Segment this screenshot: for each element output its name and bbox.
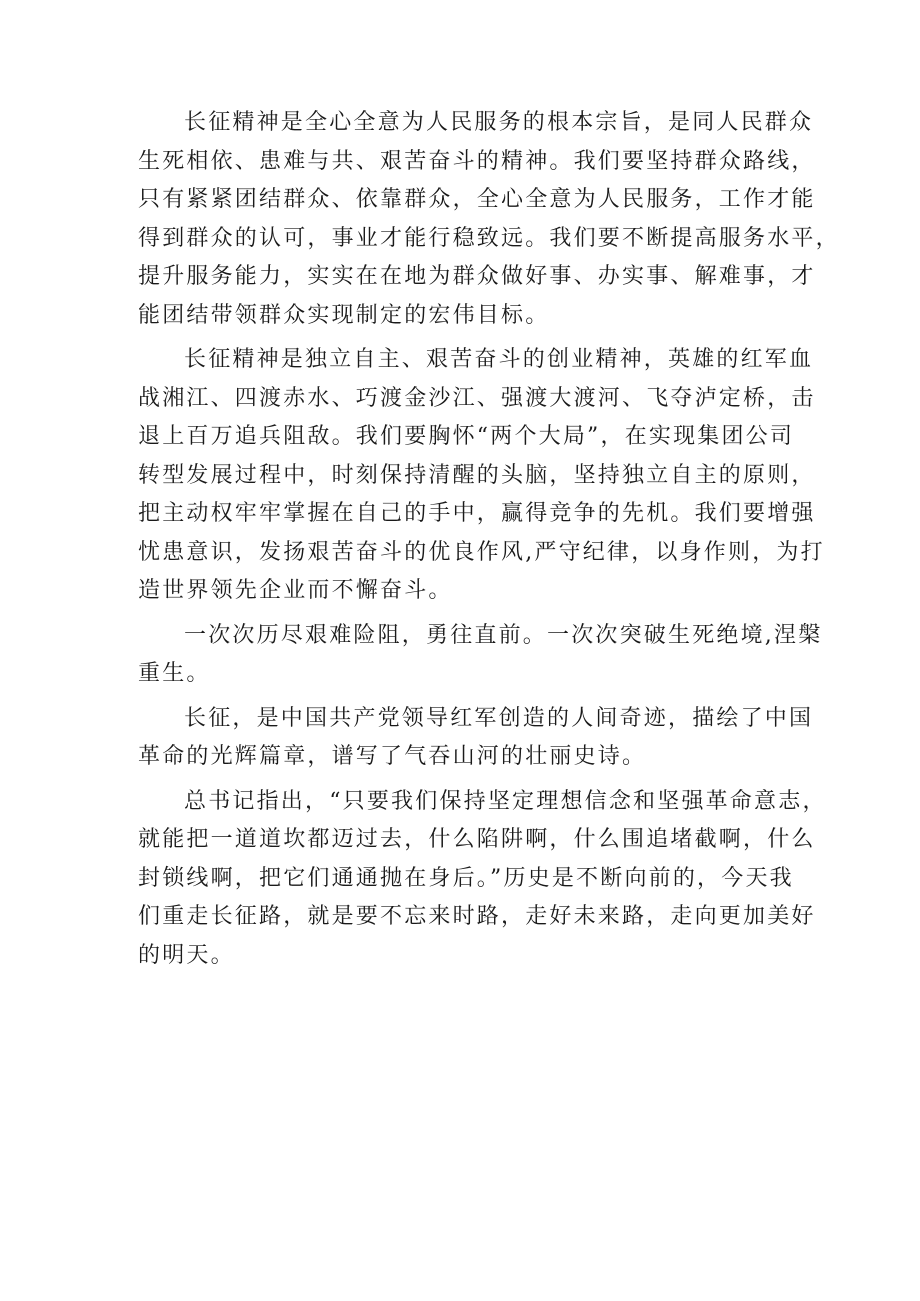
paragraph-line: 一次次历尽艰难险阻，勇往直前。一次次突破生死绝境,涅槃: [184, 622, 823, 648]
paragraph-line: 长征精神是独立自主、艰苦奋斗的创业精神，英雄的红军血: [184, 347, 814, 372]
paragraph-line: 长征，是中国共产党领导红军创造的人间奇迹，描绘了中国: [184, 705, 814, 731]
paragraph-line: 把主动权牢牢掌握在自己的手中，赢得竞争的先机。我们要增强: [138, 501, 816, 526]
paragraph-line: 提升服务能力，实实在在地为群众做好事、办实事、解难事，才: [138, 264, 816, 289]
paragraph-line: 退上百万追兵阻敌。我们要胸怀“两个大局”，在实现集团公司: [138, 424, 795, 449]
paragraph-line: 得到群众的认可，事业才能行稳致远。我们要不断提高服务水平，: [138, 225, 840, 251]
paragraph-line: 长征精神是全心全意为人民服务的根本宗旨，是同人民群众: [184, 110, 814, 135]
document-body: [138, 104, 840, 981]
paragraph-line: 生死相依、患难与共、艰苦奋斗的精神。我们要坚持群众路线，: [138, 148, 816, 174]
paragraph-line: 战湘江、四渡赤水、巧渡金沙江、强渡大渡河、飞夺泸定桥，击: [138, 385, 816, 411]
paragraph-2: [138, 341, 825, 611]
paragraph-line: 就能把一道道坎都迈过去，什么陷阱啊，什么围追堵截啊，什么: [138, 827, 816, 852]
paragraph-line: 只有紧紧团结群众、依靠群众，全心全意为人民服务，工作才能: [138, 187, 816, 212]
paragraph-line: 的明天。: [138, 942, 235, 968]
paragraph-line: 革命的光辉篇章，谱写了气吞山河的壮丽史诗。: [138, 744, 647, 769]
paragraph-line: 们重走长征路，就是要不忘来时路，走好未来路，走向更加美好: [138, 904, 816, 929]
paragraph-line: 忧患意识，发扬艰苦奋斗的优良作风,严守纪律，以身作则，为打: [138, 539, 825, 565]
paragraph-line: 封锁线啊，把它们通通抛在身后。”历史是不断向前的，今天我: [138, 865, 794, 891]
paragraph-3: [138, 617, 823, 694]
paragraph-line: 能团结带领群众实现制定的宏伟目标。: [138, 302, 550, 328]
paragraph-1: [138, 104, 840, 335]
paragraph-line: 转型发展过程中，时刻保持清醒的头脑，坚持独立自主的原则，: [138, 462, 816, 488]
paragraph-line: 总书记指出，“只要我们保持坚定理想信念和坚强革命意志，: [184, 788, 827, 814]
paragraph-4: [138, 700, 814, 777]
paragraph-line: 重生。: [138, 661, 211, 686]
paragraph-5: [138, 783, 827, 976]
paragraph-line: 造世界领先企业而不懈奋斗。: [138, 578, 453, 603]
